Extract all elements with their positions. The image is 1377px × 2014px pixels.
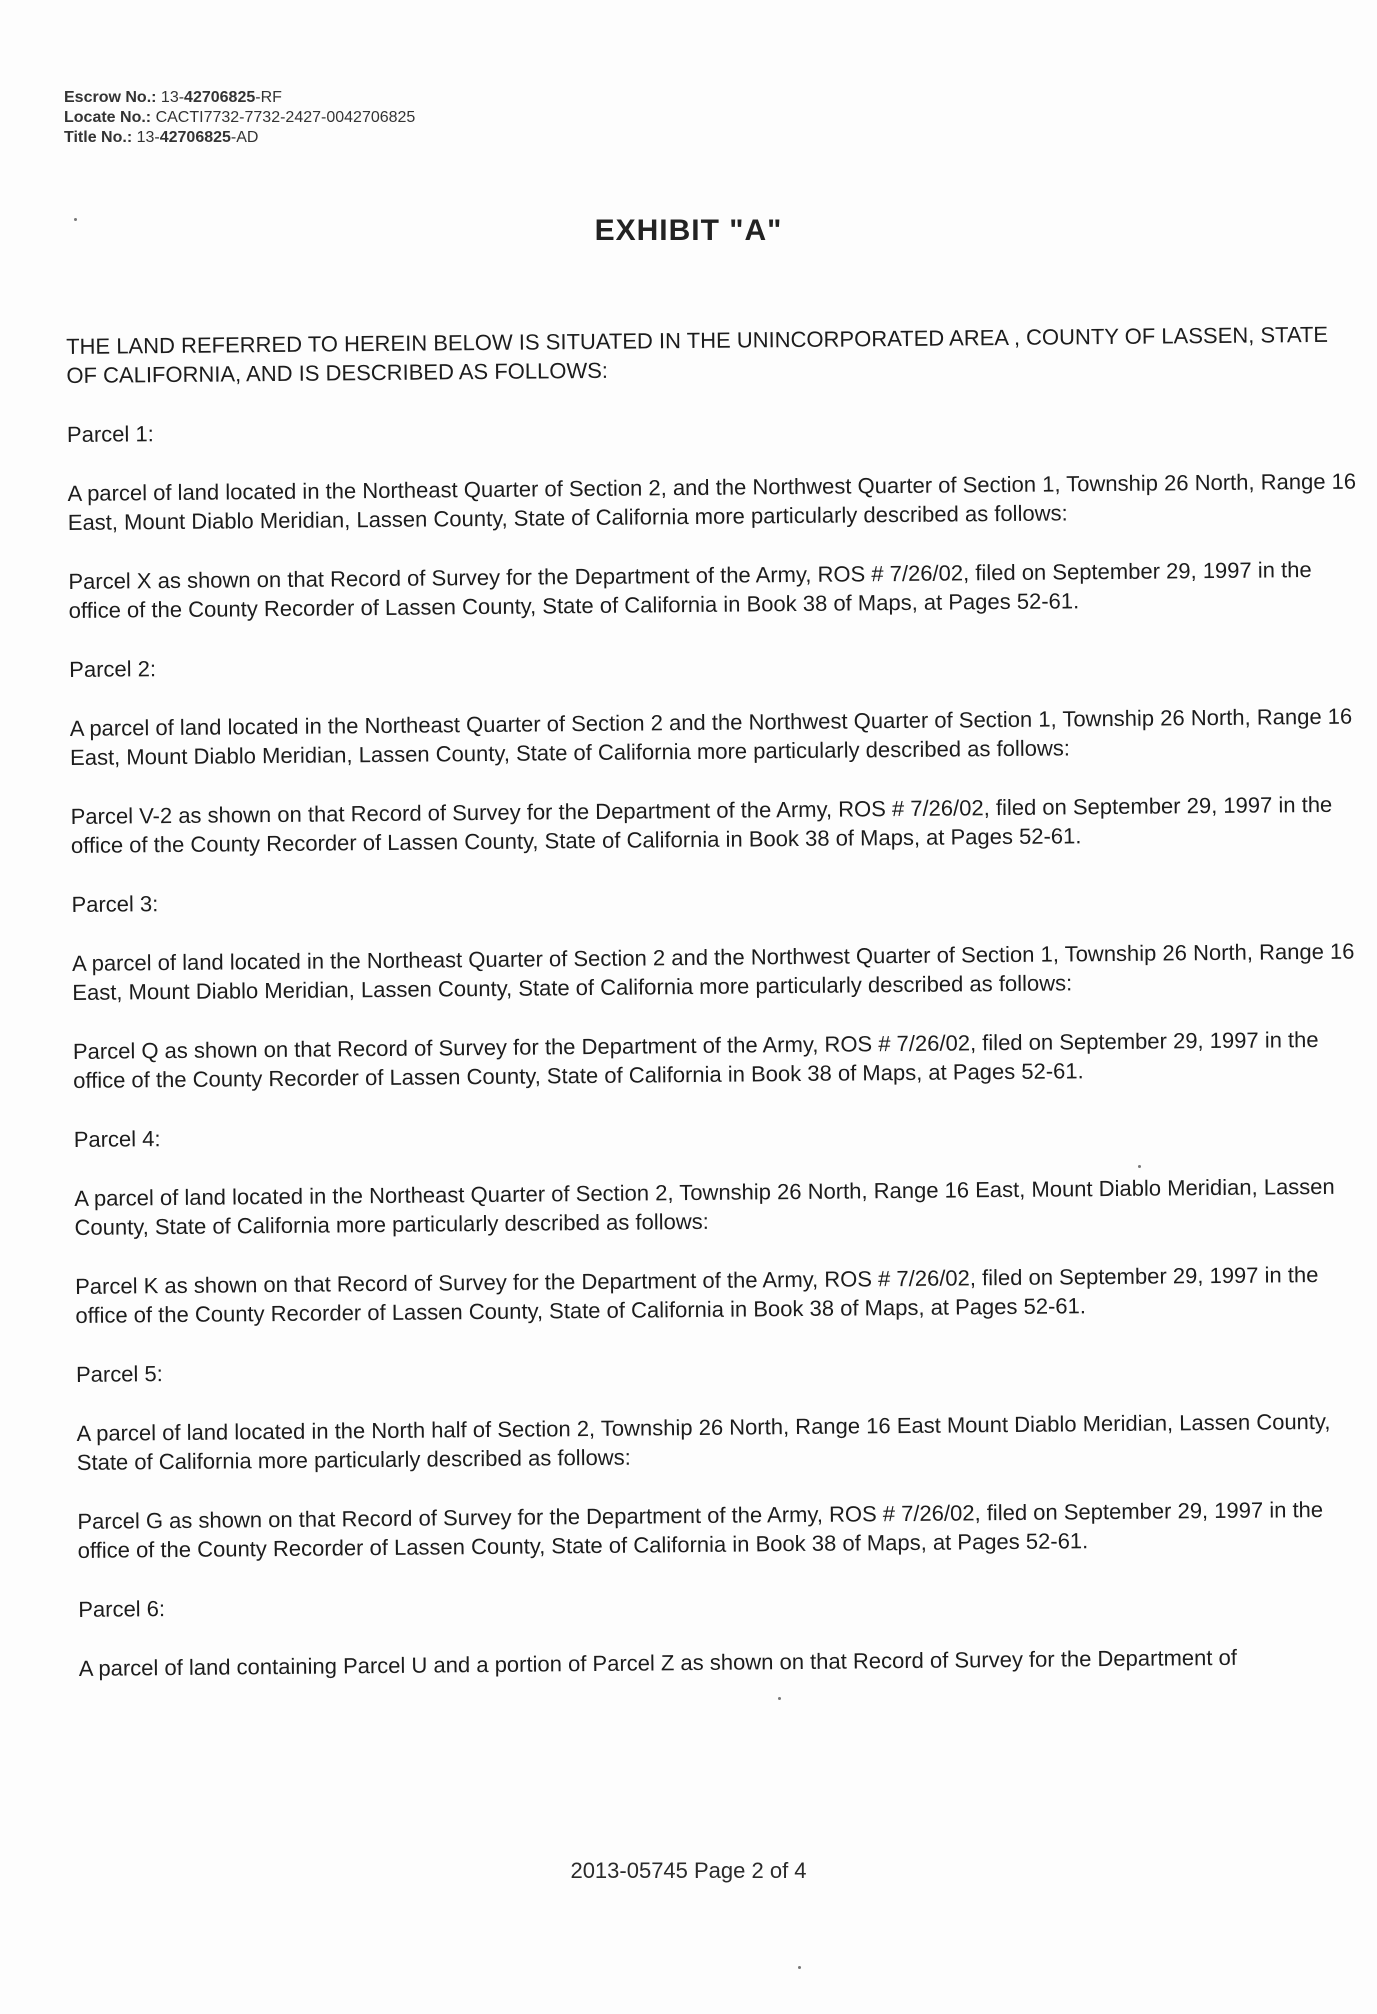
parcel-heading: Parcel 3: [71, 891, 159, 917]
parcel-survey-reference: Parcel X as shown on that Record of Survey for the Department of the Army, ROS # 7/26/02, filed on September 29, 1997 in the office of the County Recorder of Lassen County, State of California in Book 38 of Maps, at Pages 52-61. [68, 557, 1312, 623]
parcel-description: A parcel of land located in the Northeast Quarter of Section 2 and the Northwest Quarter of Section 1, Township 26 North, Range 16 East, Mount Diablo Meridian, Lassen County, State of California more particularly described as follows: [71, 938, 1355, 1005]
title-label: Title No.: [64, 129, 133, 146]
parcel-5 [76, 1348, 1373, 1565]
parcel-description: A parcel of land located in the Northeast Quarter of Section 2 and the Northwest Quarter of Section 1, Township 26 North, Range 16 East, Mount Diablo Meridian, Lassen County, State of California more particularly described as follows: [69, 703, 1353, 770]
scan-speck [798, 1966, 801, 1969]
parcel-survey-reference: Parcel Q as shown on that Record of Survey for the Department of the Army, ROS # 7/26/02, filed on September 29, 1997 in the office of the County Recorder of Lassen County, State of California in Book 38 of Maps, at Pages 52-61. [72, 1027, 1319, 1093]
parcel-4 [74, 1113, 1371, 1330]
parcel-2 [69, 643, 1366, 860]
page-footer: 2013-05745 Page 2 of 4 [570, 1858, 807, 1883]
parcel-heading: Parcel 4: [73, 1126, 161, 1152]
parcel-heading: Parcel 6: [78, 1596, 166, 1622]
parcel-description: A parcel of land located in the Northeast Quarter of Section 2, and the Northwest Quarter of Section 1, Township 26 North, Range 16 East, Mount Diablo Meridian, Lassen County, State of California more particularly described as follows: [67, 468, 1357, 535]
parcel-survey-reference: Parcel K as shown on that Record of Survey for the Department of the Army, ROS # 7/26/02, filed on September 29, 1997 in the office of the County Recorder of Lassen County, State of California in Book 38 of Maps, at Pages 52-61. [75, 1262, 1319, 1328]
locate-label: Locate No.: [64, 109, 152, 126]
escrow-label: Escrow No.: [64, 89, 157, 106]
escrow-prefix: 13- [160, 89, 185, 106]
exhibit-title: EXHIBIT "A" [594, 214, 783, 247]
escrow-suffix: -RF [255, 89, 282, 106]
escrow-number-row [64, 88, 415, 108]
parcel-heading: Parcel 5: [75, 1361, 163, 1387]
reference-numbers [64, 88, 415, 148]
title-suffix: -AD [230, 129, 259, 146]
parcel-survey-reference: Parcel V-2 as shown on that Record of Survey for the Department of the Army, ROS # 7/26/02, filed on September 29, 1997 in the office of the County Recorder of Lassen County, State of California in Book 38 of Maps, at Pages 52-61. [70, 791, 1333, 858]
scan-speck [778, 1697, 781, 1700]
parcel-heading: Parcel 2: [69, 656, 157, 682]
parcel-description: A parcel of land located in the North half of Section 2, Township 26 North, Range 16 East Mount Diablo Meridian, Lassen County, State of California more particularly described as follows: [76, 1408, 1331, 1475]
intro-paragraph: THE LAND REFERRED TO HEREIN BELOW IS SITUATED IN THE UNINCORPORATED AREA , COUNTY OF LASSEN, STATE OF CALIFORNIA, AND IS DESCRIBED AS FOLLOWS: [66, 321, 1329, 388]
parcel-heading: Parcel 1: [66, 421, 154, 447]
legal-description [66, 320, 1374, 1713]
title-prefix: 13- [136, 129, 160, 146]
parcel-1 [67, 408, 1364, 625]
parcel-3 [71, 878, 1368, 1095]
locate-number: CACTI7732-7732-2427-0042706825 [155, 109, 416, 126]
parcel-6 [78, 1583, 1374, 1683]
parcel-description: A parcel of land located in the Northeast Quarter of Section 2, Township 26 North, Range 16 East, Mount Diablo Meridian, Lassen County, State of California more particularly described as follows: [74, 1173, 1335, 1240]
scan-speck [1138, 1165, 1141, 1168]
parcel-survey-reference: Parcel G as shown on that Record of Survey for the Department of the Army, ROS # 7/26/02, filed on September 29, 1997 in the office of the County Recorder of Lassen County, State of California in Book 38 of Maps, at Pages 52-61. [77, 1496, 1324, 1563]
parcel-description: A parcel of land containing Parcel U and a portion of Parcel Z as shown on that Record of Survey for the Department of [78, 1644, 1237, 1681]
title-number: 42706825 [159, 129, 231, 146]
title-number-row [64, 128, 415, 148]
locate-number-row [64, 108, 415, 128]
scan-speck [74, 218, 77, 221]
escrow-number: 42706825 [184, 89, 256, 106]
